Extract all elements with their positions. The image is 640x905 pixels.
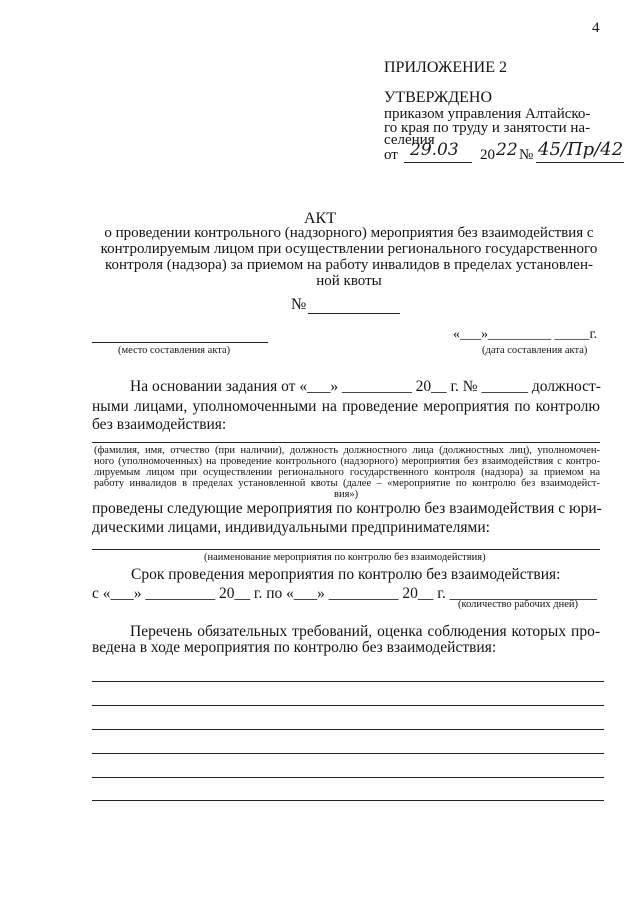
period-line: с «___» _________ 20__ г. по «___» _________ 20__ г. ___________________ — [92, 585, 597, 602]
officials-caption-line-3: лируемым лицом при осуществлении регионального государственного контроля (надзора) за приемом на — [94, 467, 600, 478]
order-line-3: селения — [384, 132, 435, 148]
requirements-field-6 — [92, 800, 604, 801]
act-subtitle-line-4: ной квоты — [316, 273, 382, 289]
order-number-handwritten: 45/Пр/42 — [538, 139, 624, 160]
officials-caption-line-4: работу инвалидов в пределах установленной квоты (далее – «мероприятие по контролю без взаимодейст- — [94, 478, 600, 489]
requirements-field-2 — [92, 705, 604, 706]
requirements-line-1: Перечень обязательных требований, оценка соблюдения которых про- — [130, 623, 600, 640]
requirements-field-1 — [92, 681, 604, 682]
date-caption: (дата составления акта) — [482, 345, 588, 356]
requirements-field-5 — [92, 777, 604, 778]
order-number-underline — [536, 162, 624, 163]
act-number-label: № — [291, 296, 307, 313]
act-subtitle-line-3: контроля (надзора) за приемом на работу инвалидов в пределах установлен- — [105, 257, 593, 273]
officials-caption-line-1: (фамилия, имя, отчество (при наличии), должность должностного лица (должностных лиц), уполномочен- — [94, 445, 600, 456]
workdays-caption: (количество рабочих дней) — [458, 599, 578, 610]
approved-label: УТВЕРЖДЕНО — [384, 89, 493, 106]
basis-line-2: ными лицами, уполномоченными на проведение мероприятия по контролю — [92, 398, 600, 415]
officials-caption-line-5: вия») — [334, 489, 359, 500]
act-subtitle-line-1: о проведении контрольного (надзорного) мероприятия без взаимодействия с — [104, 225, 594, 241]
measure-caption: (наименование мероприятия по контролю без взаимодействия) — [204, 552, 486, 563]
place-field — [92, 342, 268, 343]
place-caption: (место составления акта) — [118, 345, 231, 356]
conducted-line-2: дическими лицами, индивидуальными предпринимателями: — [92, 519, 490, 536]
act-title: АКТ — [304, 210, 336, 227]
act-date-template: «___»_________ _____г. — [453, 327, 598, 342]
basis-line-1: На основании задания от «___» _________ 20__ г. № ______ должност- — [130, 378, 601, 395]
order-year-prefix: 20 — [480, 147, 495, 163]
order-date-underline — [404, 162, 472, 163]
officials-caption-line-2: ного (уполномоченных) на проведение контрольного (надзорного) мероприятия без взаимодействия с контро- — [94, 456, 600, 467]
conducted-line-1: проведены следующие мероприятия по контролю без взаимодействия с юри- — [92, 500, 602, 517]
order-number-sign: № — [519, 147, 534, 163]
basis-line-3: без взаимодействия: — [92, 416, 227, 433]
page-number: 4 — [592, 20, 600, 36]
act-number-field — [308, 313, 400, 314]
order-date-prefix: от — [384, 147, 398, 163]
measure-field — [92, 549, 600, 550]
appendix-title: ПРИЛОЖЕНИЕ 2 — [384, 59, 508, 76]
period-title: Срок проведения мероприятия по контролю без взаимодействия: — [131, 566, 561, 583]
order-line-2: го края по труду и занятости на- — [384, 120, 591, 136]
requirements-line-2: ведена в ходе мероприятия по контролю без взаимодействия: — [92, 639, 497, 656]
order-year-handwritten: 22 — [496, 140, 518, 160]
act-subtitle-line-2: контролируемым лицом при осуществлении регионального государственного — [100, 241, 598, 257]
requirements-field-3 — [92, 729, 604, 730]
order-date-handwritten: 29.03 — [410, 140, 459, 160]
order-line-1: приказом управления Алтайско- — [384, 106, 591, 122]
requirements-field-4 — [92, 753, 604, 754]
officials-field — [92, 442, 600, 443]
